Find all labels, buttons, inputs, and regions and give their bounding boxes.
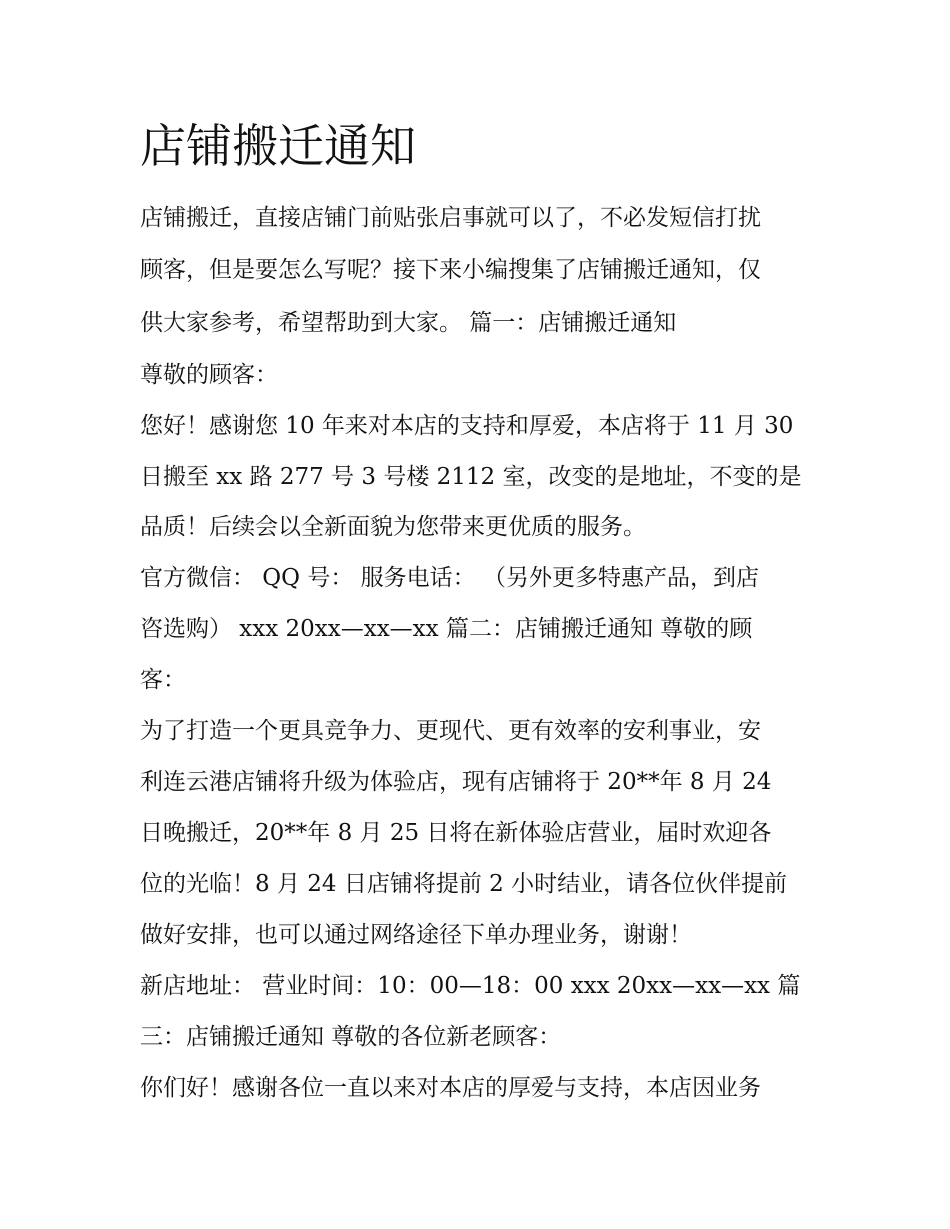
- body-line: 日晚搬迁，20**年 8 月 25 日将在新体验店营业，届时欢迎各: [140, 820, 772, 846]
- body-line: 位的光临！8 月 24 日店铺将提前 2 小时结业，请各位伙伴提前: [140, 871, 788, 897]
- body-line: 尊敬的顾客：: [140, 362, 278, 388]
- body-line: 你们好！感谢各位一直以来对本店的厚爱与支持，本店因业务: [140, 1075, 761, 1101]
- body-line: 为了打造一个更具竞争力、更现代、更有效率的安利事业，安: [140, 718, 761, 744]
- document-title: 店铺搬迁通知: [140, 119, 416, 173]
- body-line: 新店地址： 营业时间：10：00—18：00 xxx 20xx—xx—xx 篇: [140, 973, 801, 999]
- body-line: 您好！感谢您 10 年来对本店的支持和厚爱，本店将于 11 月 30: [140, 413, 794, 439]
- body-line: 品质！后续会以全新面貌为您带来更优质的服务。: [140, 514, 646, 540]
- body-line: 供大家参考，希望帮助到大家。 篇一：店铺搬迁通知: [140, 310, 677, 336]
- body-line: 做好安排，也可以通过网络途径下单办理业务，谢谢！: [140, 922, 692, 948]
- body-line: 官方微信： QQ 号： 服务电话： （另外更多特惠产品，到店: [140, 565, 759, 591]
- body-line: 日搬至 xx 路 277 号 3 号楼 2112 室，改变的是地址，不变的是: [140, 464, 802, 490]
- body-line: 顾客，但是要怎么写呢？接下来小编搜集了店铺搬迁通知，仅: [140, 257, 761, 283]
- body-line: 客：: [140, 667, 186, 693]
- body-line: 三：店铺搬迁通知 尊敬的各位新老顾客：: [140, 1024, 562, 1050]
- body-line: 店铺搬迁，直接店铺门前贴张启事就可以了，不必发短信打扰: [140, 205, 761, 231]
- body-line: 咨选购） xxx 20xx—xx—xx 篇二：店铺搬迁通知 尊敬的顾: [140, 616, 753, 642]
- body-line: 利连云港店铺将升级为体验店，现有店铺将于 20**年 8 月 24: [140, 769, 772, 795]
